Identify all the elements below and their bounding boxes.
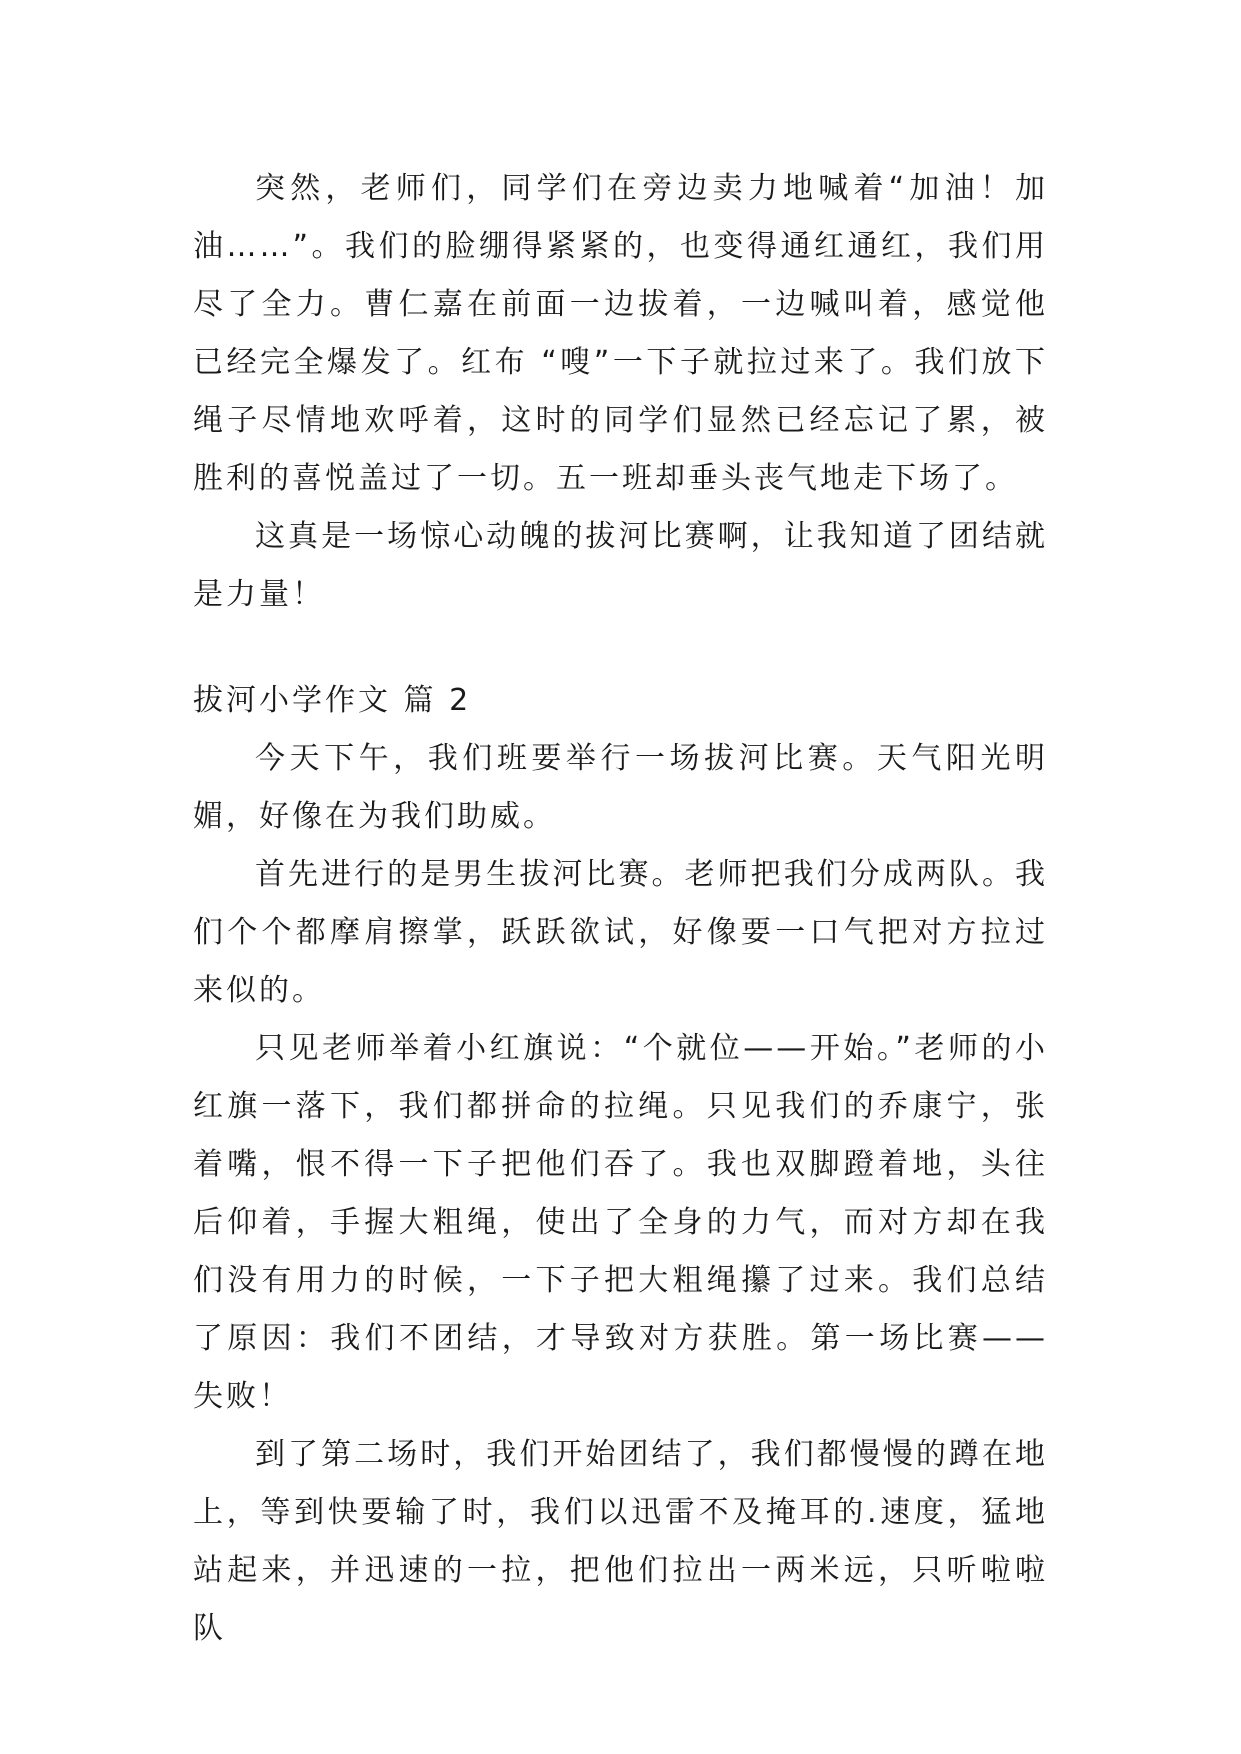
- paragraph: 今天下午，我们班要举行一场拔河比赛。天气阳光明媚，好像在为我们助威。: [193, 741, 1048, 834]
- document-body: [193, 160, 1048, 1658]
- paragraph: 首先进行的是男生拔河比赛。老师把我们分成两队。我们个个都摩肩擦掌，跃跃欲试，好像要一口气把对方拉过来似的。: [193, 857, 1048, 1008]
- paragraph: 这真是一场惊心动魄的拔河比赛啊，让我知道了团结就是力量！: [193, 519, 1048, 612]
- section-title: 拔河小学作文 篇 2: [193, 683, 472, 718]
- paragraph: 突然，老师们，同学们在旁边卖力地喊着“加油！加油……”。我们的脸绷得紧紧的，也变得通红通红，我们用尽了全力。曹仁嘉在前面一边拔着，一边喊叫着，感觉他已经完全爆发了。红布 “嗖”一下子就拉过来了。我们放下绳子尽情地欢呼着，这时的同学们显然已经忘记了累，被胜利的喜悦盖过了一切。五一班却垂头丧气地走下场了。: [193, 171, 1048, 496]
- paragraph: 到了第二场时，我们开始团结了，我们都慢慢的蹲在地上，等到快要输了时，我们以迅雷不及掩耳的.速度，猛地站起来，并迅速的一拉，把他们拉出一两米远，只听啦啦队: [193, 1437, 1048, 1646]
- paragraph: 只见老师举着小红旗说：“个就位——开始。”老师的小红旗一落下，我们都拼命的拉绳。只见我们的乔康宁，张着嘴，恨不得一下子把他们吞了。我也双脚蹬着地，头往后仰着，手握大粗绳，使出了全身的力气，而对方却在我们没有用力的时候，一下子把大粗绳攥了过来。我们总结了原因：我们不团结，才导致对方获胜。第一场比赛——失败！: [193, 1031, 1048, 1414]
